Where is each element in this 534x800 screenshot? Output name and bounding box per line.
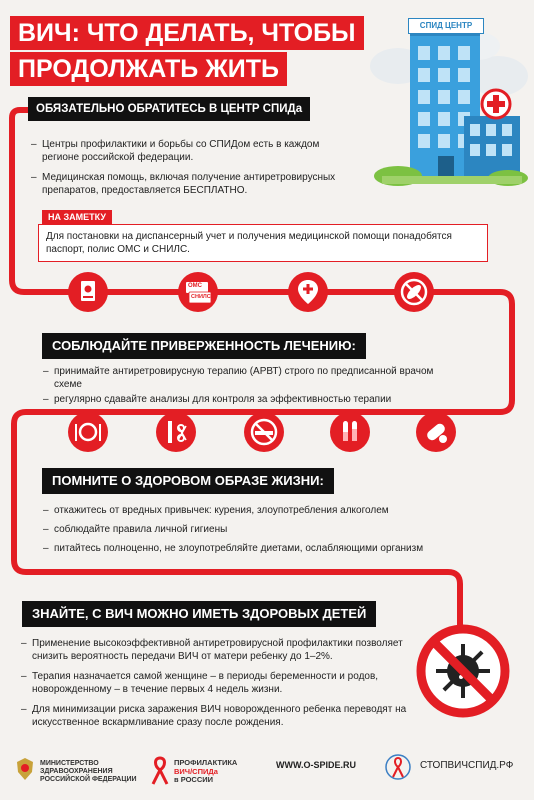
aids-center-illustration (368, 6, 528, 186)
no-virus-icon (414, 622, 512, 720)
snils-label: СНИЛС (191, 294, 211, 300)
section-4-bullet-1: – Применение высокоэффективной антиретровирусной профилактики позволяет снизить вероятность передачи ВИЧ от матери ребенку до 1–2%. (32, 638, 432, 663)
ministry-line-1: МИНИСТЕРСТВО (40, 760, 99, 767)
section-3-heading: ПОМНИТЕ О ЗДОРОВОМ ОБРАЗЕ ЖИЗНИ: (42, 468, 334, 494)
prevention-line-3: в РОССИИ (174, 775, 214, 784)
section-1-bullet-1: – Центры профилактики и борьбы со СПИДом есть в каждом регионе российской федерации. (42, 139, 342, 164)
red-ribbon-icon (150, 756, 170, 786)
ministry-line-2: ЗДРАВООХРАНЕНИЯ (40, 768, 113, 775)
stop-hiv-logo-icon (384, 752, 412, 782)
prevention-line-2: ВИЧ/СПИДа (174, 766, 218, 776)
section-3-bullet-2: – соблюдайте правила личной гигиены (54, 524, 474, 537)
medical-location-icon (288, 272, 328, 312)
prevention-line-1: ПРОФИЛАКТИКА (174, 758, 238, 767)
ministry-text (40, 760, 137, 784)
section-4-bullet-2: – Терапия назначается самой женщине – в периоды беременности и родов, новорожденному – в течение первых 4 недель жизни. (32, 671, 432, 696)
no-smoking-icon (244, 412, 284, 452)
meal-icon (68, 412, 108, 452)
passport-icon (68, 272, 108, 312)
ministry-line-3: РОССИЙСКОЙ ФЕДЕРАЦИИ (40, 776, 137, 783)
test-tubes-icon (330, 412, 370, 452)
section-2-bullet-2: – регулярно сдавайте анализы для контроля за эффективностью терапии (54, 394, 454, 407)
no-pills-icon (394, 272, 434, 312)
note-label: НА ЗАМЕТКУ (42, 210, 112, 224)
hygiene-icon (156, 412, 196, 452)
oms-label: ОМС (188, 283, 202, 289)
section-2-bullet-1: – принимайте антиретровирусную терапию (АРВТ) строго по предписанной врачом схеме (54, 366, 434, 391)
section-1-bullet-2: – Медицинская помощь, включая получение антиретровирусных препаратов, предоставляется БЕСПЛАТНО. (42, 172, 342, 197)
section-4-bullet-3: – Для минимизации риска заражения ВИЧ новорожденного ребенка переводят на искусственное вскармливание сразу после рождения. (32, 704, 432, 729)
capsule-icon (416, 412, 456, 452)
section-3-bullet-1: – откажитесь от вредных привычек: курения, злоупотребления алкоголем (54, 505, 474, 518)
section-2-heading: СОБЛЮДАЙТЕ ПРИВЕРЖЕННОСТЬ ЛЕЧЕНИЮ: (42, 333, 366, 359)
note-box: Для постановки на диспансерный учет и получения медицинской помощи понадобятся паспорт, полис ОМС и СНИЛС. (38, 224, 488, 262)
documents-icon (178, 272, 218, 312)
prevention-text (174, 759, 237, 785)
section-3-bullet-3: – питайтесь полноценно, не злоупотребляйте диетами, ослабляющими организм (54, 543, 484, 556)
website-link[interactable]: WWW.O-SPIDE.RU (276, 760, 356, 770)
page-title-line-1: ВИЧ: ЧТО ДЕЛАТЬ, ЧТОБЫ (10, 16, 364, 50)
building-sign: СПИД ЦЕНТР (408, 18, 484, 34)
ministry-emblem-icon (14, 756, 36, 782)
section-1-heading: ОБЯЗАТЕЛЬНО ОБРАТИТЕСЬ В ЦЕНТР СПИДа (28, 97, 310, 121)
section-4-heading: ЗНАЙТЕ, С ВИЧ МОЖНО ИМЕТЬ ЗДОРОВЫХ ДЕТЕЙ (22, 601, 376, 627)
page-title-line-2: ПРОДОЛЖАТЬ ЖИТЬ (10, 52, 287, 86)
stop-hiv-site-link[interactable]: СТОПВИЧСПИД.РФ (420, 760, 514, 771)
